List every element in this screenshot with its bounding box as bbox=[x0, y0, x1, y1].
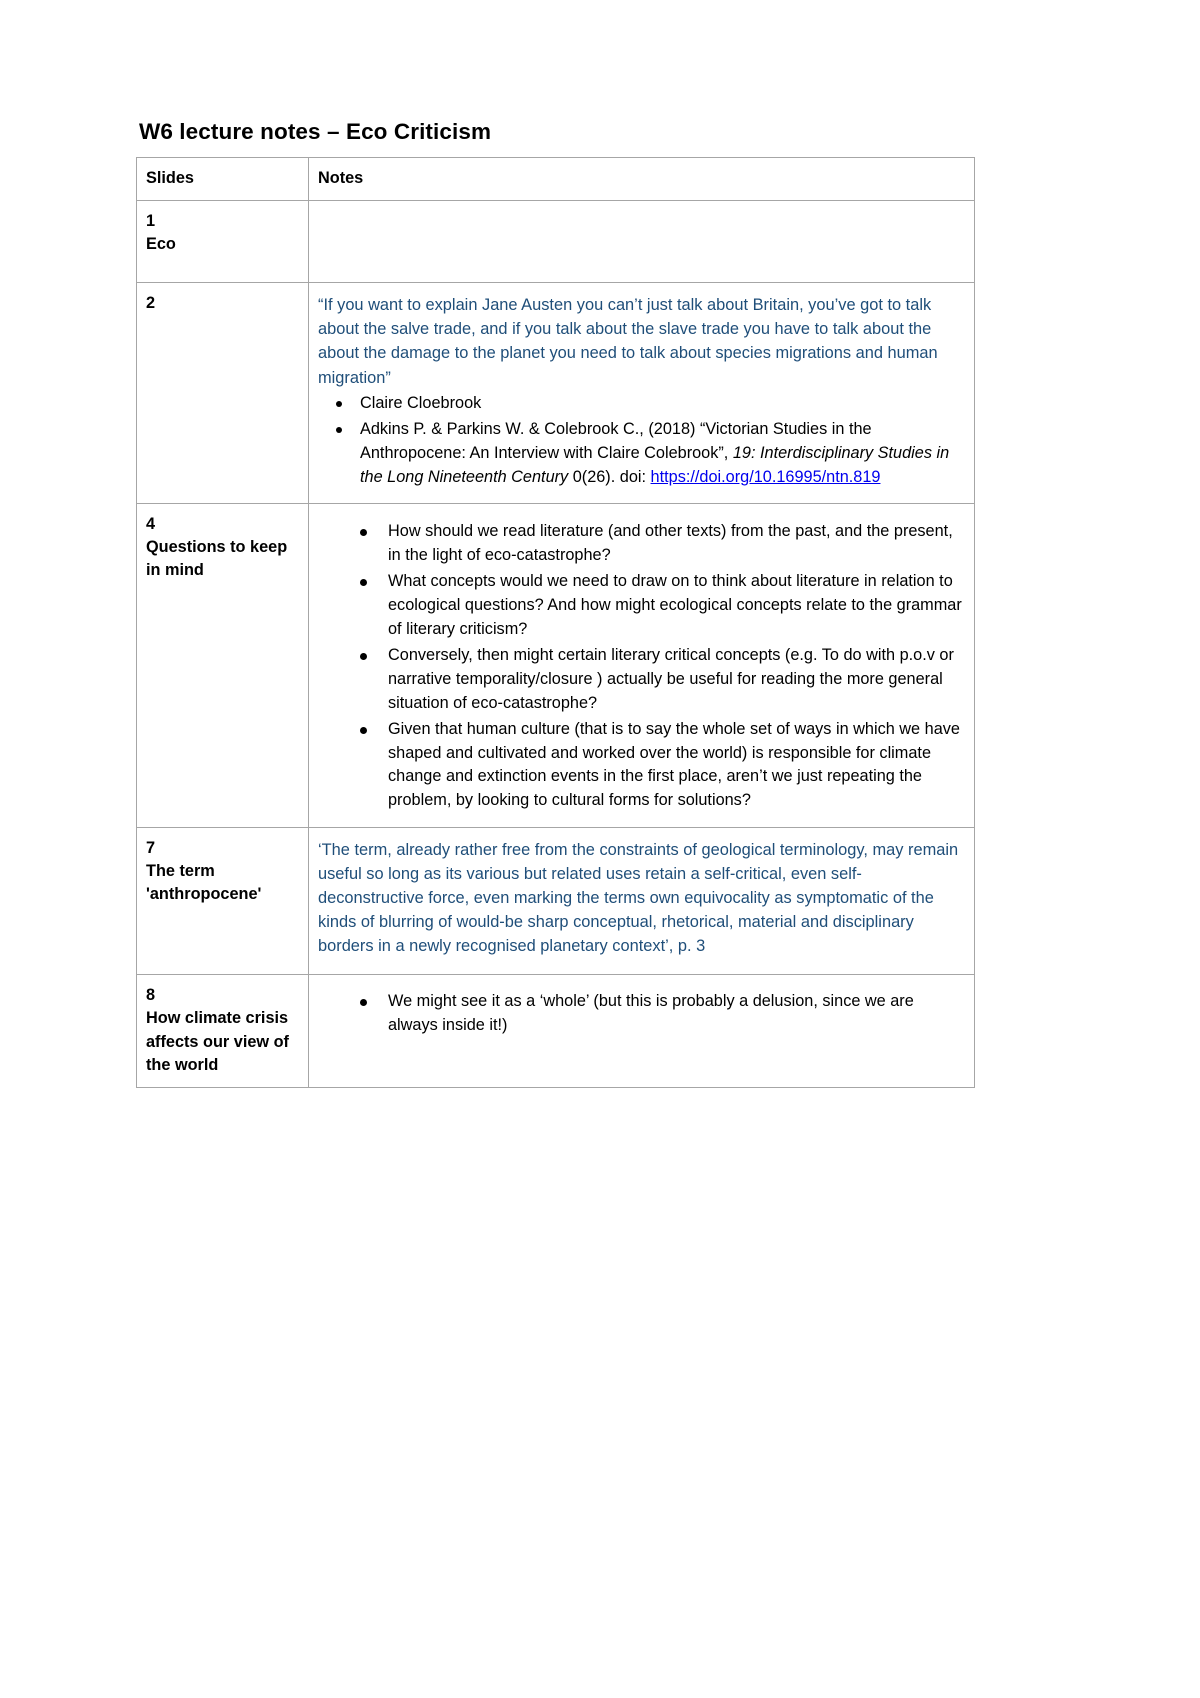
table-row bbox=[137, 504, 975, 828]
bullet-list bbox=[318, 990, 965, 1037]
lecture-notes-table bbox=[136, 157, 975, 1088]
citation-part-2: 0(26). doi: bbox=[568, 467, 651, 486]
notes-cell bbox=[309, 283, 975, 504]
page-title: W6 lecture notes – Eco Criticism bbox=[139, 119, 492, 144]
list-item: How should we read literature (and other texts) from the past, and the present, in the light of eco-catastrophe? bbox=[386, 520, 965, 567]
slide-number: 7 bbox=[146, 838, 156, 857]
slide-cell bbox=[137, 201, 309, 283]
table-header-row bbox=[137, 158, 975, 201]
notes-cell bbox=[309, 504, 975, 828]
column-header-notes: Notes bbox=[309, 158, 975, 201]
slide-label: Questions to keep in mind bbox=[146, 538, 288, 580]
table-row bbox=[137, 975, 975, 1088]
notes-cell bbox=[309, 975, 975, 1088]
slide-label: The term 'anthropocene' bbox=[146, 861, 262, 903]
blue-quote: ‘The term, already rather free from the constraints of geological terminology, may remain useful so long as its various but related uses retain a self-critical, even self-deconstructive force, even marking the terms own equivocality as symptomatic of the kinds of blurring of would-be sharp conceptual, rhetorical, material and disciplinary borders in a newly recognised planetary context’, p. 3 bbox=[318, 840, 959, 956]
slide-cell bbox=[137, 827, 309, 975]
slide-number: 4 bbox=[146, 515, 156, 534]
bullet-list bbox=[318, 392, 965, 490]
column-header-slides: Slides bbox=[137, 158, 309, 201]
empty-notes bbox=[318, 210, 965, 272]
list-item: We might see it as a ‘whole’ (but this is probably a delusion, since we are always inside it!) bbox=[386, 990, 965, 1037]
list-item bbox=[358, 392, 965, 416]
list-item: Conversely, then might certain literary critical concepts (e.g. To do with p.o.v or narrative temporality/closure ) actually be useful for reading the more general situation of eco-catastrophe? bbox=[386, 644, 965, 715]
list-item: What concepts would we need to draw on to think about literature in relation to ecological questions? And how might ecological concepts relate to the grammar of literary criticism? bbox=[386, 570, 965, 641]
list-item bbox=[358, 418, 965, 489]
slide-label: How climate crisis affects our view of the world bbox=[146, 1009, 289, 1074]
slide-number: 1 bbox=[146, 212, 156, 231]
slide-number: 2 bbox=[146, 294, 156, 313]
slide-cell bbox=[137, 504, 309, 828]
slide-cell bbox=[137, 975, 309, 1088]
slide-cell bbox=[137, 283, 309, 504]
citation-part-1: Adkins P. & Parkins W. & Colebrook C., (2018) “Victorian Studies in the Anthropocene: An Interview with Claire Colebrook”, bbox=[360, 420, 872, 462]
table-row bbox=[137, 201, 975, 283]
list-item: Given that human culture (that is to say the whole set of ways in which we have shaped and cultivated and worked over the world) is responsible for climate change and extinction events in the first place, aren’t we just repeating the problem, by looking to cultural forms for solutions? bbox=[386, 718, 965, 813]
notes-cell bbox=[309, 827, 975, 975]
slide-number: 8 bbox=[146, 986, 156, 1005]
citation-volume-italic: 19: Interdisciplinary Studies in the Long Nineteenth Century bbox=[360, 443, 950, 486]
attribution-text: Claire Cloebrook bbox=[360, 393, 482, 412]
bullet-list bbox=[318, 520, 965, 813]
notes-cell bbox=[309, 201, 975, 283]
slide-label: Eco bbox=[146, 235, 176, 254]
doi-link[interactable]: https://doi.org/10.16995/ntn.819 bbox=[650, 467, 881, 486]
blue-quote: “If you want to explain Jane Austen you can’t just talk about Britain, you’ve got to talk about the salve trade, and if you talk about the slave trade you have to talk about the about the damage to the planet you need to talk about species migrations and human migration” bbox=[318, 296, 938, 387]
table-row bbox=[137, 827, 975, 975]
table-row bbox=[137, 283, 975, 504]
